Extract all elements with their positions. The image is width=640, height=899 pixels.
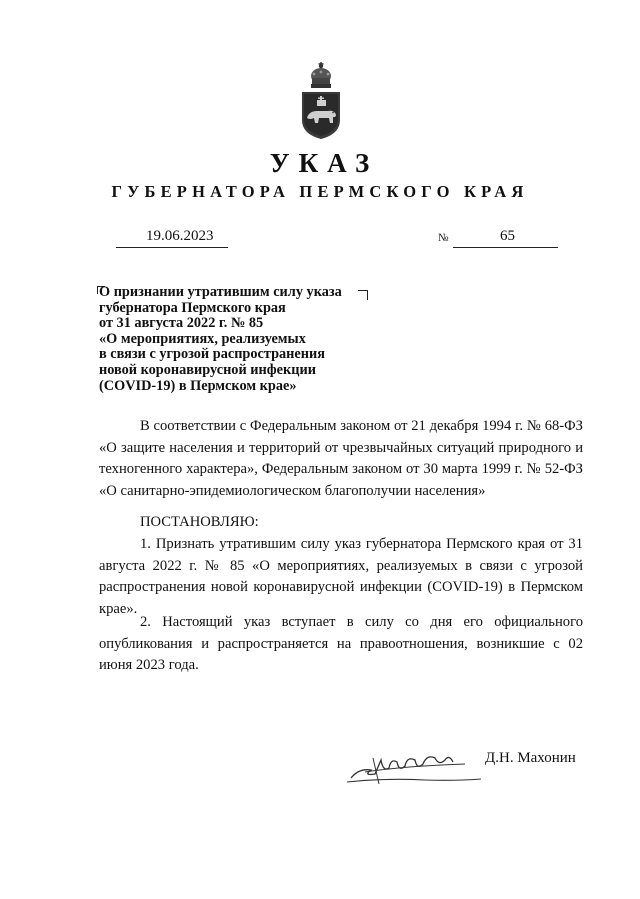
decree-item-text: 2. Настоящий указ вступает в силу со дня его официального опубликования и распространяется на правоотношения, возникшие с 02 июня 2023 года. <box>99 614 583 673</box>
decree-subject <box>99 285 369 394</box>
decree-date <box>116 228 228 250</box>
document-issuer: ГУБЕРНАТОРА ПЕРМСКОГО КРАЯ <box>111 182 529 201</box>
number-underline <box>453 247 558 248</box>
document-title: УКАЗ <box>269 148 379 178</box>
subject-line: новой коронавирусной инфекции <box>99 361 316 378</box>
decree-item-text: 1. Признать утратившим силу указ губернатора Пермского края от 31 августа 2022 г. № 85 «О мероприятиях, реализуемых в связи с угрозой распространения новой коронавирусной инфекции (COVID-19) в Пермском крае». <box>99 536 583 617</box>
subject-line: губернатора Пермского края <box>99 299 286 316</box>
decree-item-1 <box>99 534 583 620</box>
decree-date-value: 19.06.2023 <box>146 228 214 244</box>
subject-line: (COVID-19) в Пермском крае» <box>99 377 297 394</box>
decree-word <box>99 512 583 534</box>
date-underline <box>116 247 228 248</box>
handwritten-signature <box>345 748 505 788</box>
number-sign: № <box>438 232 449 244</box>
signer-name: Д.Н. Махонин <box>485 750 576 766</box>
subject-line: «О мероприятиях, реализуемых <box>99 330 306 347</box>
decree-number <box>438 228 558 250</box>
legal-basis <box>99 416 583 502</box>
decree-item-2 <box>99 612 583 677</box>
decree-word-text: ПОСТАНОВЛЯЮ: <box>140 514 259 530</box>
subject-line: от 31 августа 2022 г. № 85 <box>99 315 264 332</box>
subject-line: О признании утратившим силу указа <box>99 284 342 300</box>
subject-line: в связи с угрозой распространения <box>99 346 325 363</box>
legal-basis-paragraph: В соответствии с Федеральным законом от 21 декабря 1994 г. № 68-ФЗ «О защите населения и территорий от чрезвычайных ситуаций природного и техногенного характера», Федеральным законом от 30 марта 1999 г. № 52-ФЗ «О санитарно-эпидемиологическом благополучии населения» <box>99 418 583 499</box>
perm-krai-coat-of-arms-icon <box>298 60 344 140</box>
decree-number-value: 65 <box>500 228 515 244</box>
